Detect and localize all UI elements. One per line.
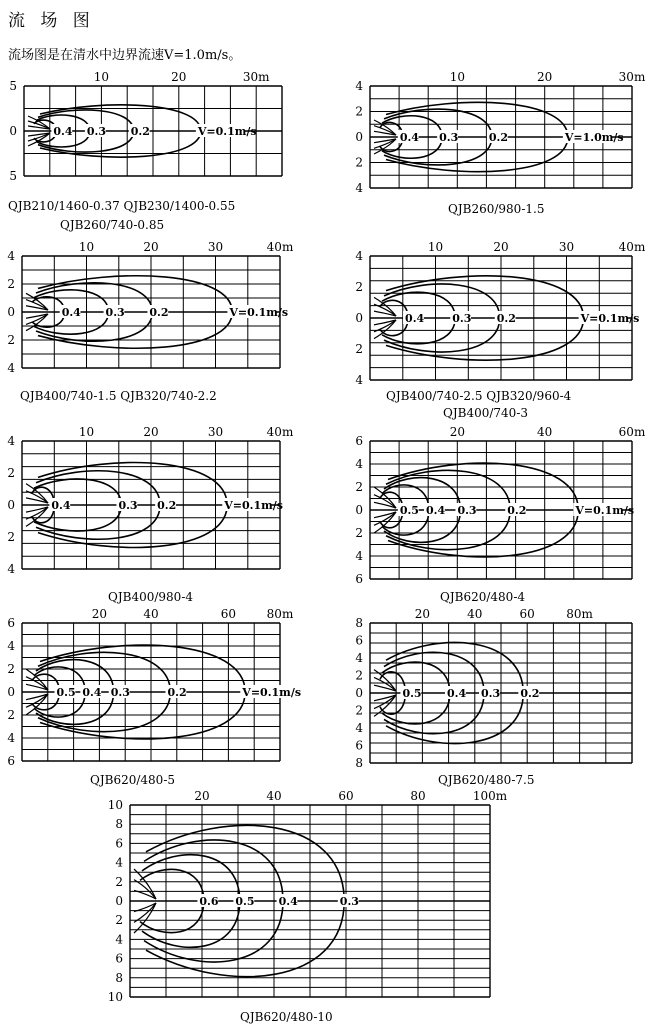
contour-label: 0.4 — [426, 504, 446, 517]
y-tick-label: 0 — [7, 498, 15, 512]
contour-label: 0.3 — [110, 686, 130, 699]
page-title: 流 场 图 — [8, 11, 95, 31]
y-tick-label: 4 — [355, 549, 363, 563]
model-caption: QJB400/980-4 — [108, 590, 194, 604]
flow-field-panel-3 — [7, 240, 294, 375]
y-tick-label: 2 — [355, 703, 363, 718]
x-tick-label: 10 — [449, 70, 465, 84]
x-tick-label: 20 — [194, 789, 210, 803]
y-tick-label: 2 — [7, 277, 15, 291]
y-tick-label: 6 — [355, 434, 363, 448]
flow-field-diagram — [355, 240, 646, 387]
y-tick-label: 6 — [355, 633, 363, 648]
y-tick-label: 4 — [355, 721, 363, 735]
x-tick-label: 60 — [519, 607, 535, 621]
flow-field-diagram — [9, 70, 282, 183]
x-tick-label: 10 — [427, 240, 444, 254]
y-tick-label: 10 — [107, 990, 123, 1004]
contour-label: 0.2 — [488, 131, 509, 144]
inlet-streamline — [134, 880, 156, 899]
x-tick-label: 60 — [338, 789, 354, 803]
y-tick-label: 2 — [355, 155, 363, 170]
x-tick-label: 20 — [143, 240, 159, 254]
x-tick-label: 30m — [242, 70, 270, 84]
x-tick-label: 10 — [93, 70, 110, 84]
x-tick-label: 60 — [220, 607, 237, 621]
y-tick-label: 4 — [355, 249, 363, 263]
x-tick-label: 30 — [558, 240, 575, 254]
inlet-streamline — [134, 903, 156, 922]
y-tick-label: 2 — [355, 104, 363, 119]
y-tick-label: 0 — [355, 686, 363, 700]
x-tick-label: 20 — [449, 425, 465, 439]
y-tick-label: 6 — [115, 951, 123, 966]
y-tick-label: 2 — [7, 662, 15, 676]
y-tick-label: 2 — [7, 333, 15, 347]
contour-label: 0.2 — [130, 125, 150, 138]
contour-label: 0.5 — [402, 687, 422, 700]
contour-label: 0.2 — [149, 306, 169, 319]
flow-field-diagram — [7, 425, 294, 576]
x-tick-label: 20 — [171, 70, 187, 84]
x-tick-label: 20 — [537, 70, 553, 84]
contour-label: 0.3 — [86, 125, 107, 138]
contour-label: 0.4 — [61, 306, 81, 319]
contour-label: 0.5 — [235, 895, 255, 908]
y-tick-label: 2 — [7, 530, 15, 544]
contour-label: V=0.1m/s — [575, 504, 635, 517]
y-tick-label: 4 — [7, 562, 15, 576]
contour-label: 0.3 — [452, 312, 472, 325]
y-tick-label: 0 — [9, 124, 17, 138]
y-tick-label: 4 — [7, 731, 15, 745]
x-tick-label: 40 — [467, 607, 483, 621]
y-tick-label: 4 — [355, 79, 363, 93]
contour-label: V=0.1m/s — [229, 306, 289, 319]
y-tick-label: 4 — [355, 651, 363, 665]
x-tick-label: 40m — [618, 240, 646, 254]
y-tick-label: 2 — [7, 708, 15, 722]
x-tick-label: 10 — [78, 240, 95, 254]
flow-field-diagram — [355, 425, 646, 586]
y-tick-label: 4 — [7, 249, 15, 263]
contour-label: 0.2 — [520, 687, 540, 700]
x-tick-label: 20 — [414, 607, 431, 621]
y-tick-label: 10 — [107, 798, 123, 812]
inlet-streamline — [26, 314, 48, 324]
y-tick-label: 0 — [355, 311, 363, 325]
y-tick-label: 4 — [7, 639, 15, 653]
inlet-streamline — [374, 677, 396, 691]
contour-label: 0.2 — [167, 686, 187, 699]
contour-label: V=0.1m/s — [242, 686, 302, 699]
x-tick-label: 40 — [266, 789, 282, 803]
x-tick-label: 40 — [537, 425, 553, 439]
x-tick-label: 20 — [493, 240, 509, 254]
x-tick-label: 10 — [78, 425, 95, 439]
y-tick-label: 4 — [355, 181, 363, 195]
contour-label: 0.3 — [481, 687, 501, 700]
flow-field-diagram — [355, 607, 632, 770]
contour-label: 0.4 — [53, 125, 73, 138]
model-caption: QJB620/480-7.5 — [438, 773, 535, 787]
inlet-streamline — [374, 495, 396, 508]
model-caption: QJB260/740-0.85 — [60, 218, 165, 232]
y-tick-label: 4 — [7, 434, 15, 448]
x-tick-label: 20 — [91, 607, 108, 621]
y-tick-label: 2 — [355, 480, 363, 494]
x-tick-label: 30 — [207, 240, 224, 254]
x-tick-label: 30m — [618, 70, 646, 84]
x-tick-label: 80m — [266, 607, 294, 621]
flow-field-panel-5 — [7, 425, 294, 576]
model-caption: QJB620/480-5 — [90, 773, 176, 787]
y-tick-label: 5 — [9, 79, 17, 93]
y-tick-label: 0 — [7, 685, 15, 699]
flow-field-panel-4 — [355, 240, 646, 387]
y-tick-label: 6 — [355, 572, 363, 586]
contour-label: 0.3 — [339, 895, 359, 908]
contour-label: 0.6 — [199, 895, 219, 908]
contour-label: 0.4 — [446, 687, 467, 700]
inlet-streamline — [26, 300, 48, 310]
x-tick-label: 30 — [207, 425, 224, 439]
contour-label: V=1.0m/s — [564, 131, 624, 144]
model-caption: QJB620/480-10 — [240, 1010, 333, 1024]
y-tick-label: 2 — [355, 280, 363, 294]
contour-label: 0.2 — [157, 499, 177, 512]
x-tick-label: 40m — [266, 425, 294, 439]
contour-label: 0.4 — [278, 895, 298, 908]
y-tick-label: 2 — [355, 668, 363, 683]
flow-field-panel-6 — [355, 425, 646, 586]
inlet-streamline — [26, 677, 48, 690]
contour-label: 0.3 — [105, 306, 125, 319]
contour-label: 0.3 — [457, 504, 477, 517]
y-tick-label: 2 — [355, 526, 363, 540]
y-tick-label: 4 — [115, 855, 123, 870]
x-tick-label: 40m — [266, 240, 294, 254]
inlet-streamline — [374, 695, 396, 709]
contour-label: 0.4 — [82, 686, 102, 699]
y-tick-label: 4 — [115, 932, 123, 947]
contour-label: 0.3 — [439, 131, 459, 144]
flow-field-diagram — [355, 70, 646, 195]
x-tick-label: 100m — [472, 789, 508, 803]
y-tick-label: 8 — [115, 817, 123, 832]
model-caption: QJB210/1460-0.37 QJB230/1400-0.55 — [8, 199, 236, 213]
flow-field-diagram — [7, 607, 302, 768]
y-tick-label: 2 — [355, 342, 363, 356]
y-tick-label: 5 — [9, 169, 17, 183]
contour-label: V=0.1m/s — [580, 312, 640, 325]
contour-label: V=0.1m/s — [197, 125, 257, 138]
model-caption: QJB400/740-2.5 QJB320/960-4 — [386, 389, 572, 403]
y-tick-label: 2 — [115, 874, 123, 889]
model-caption: QJB260/980-1.5 — [448, 202, 545, 216]
x-tick-label: 40 — [143, 607, 159, 621]
flow-field-panel-8 — [355, 607, 632, 770]
flow-field-panel-2 — [355, 70, 646, 195]
y-tick-label: 0 — [115, 894, 123, 908]
y-tick-label: 0 — [355, 503, 363, 517]
contour-label: 0.2 — [496, 312, 516, 325]
x-tick-label: 80 — [410, 789, 426, 803]
x-tick-label: 60m — [618, 425, 646, 439]
y-tick-label: 8 — [355, 616, 363, 630]
y-tick-label: 6 — [7, 754, 15, 768]
y-tick-label: 2 — [115, 913, 123, 928]
y-tick-label: 2 — [7, 466, 15, 480]
flow-field-panel-7 — [7, 607, 302, 768]
contour-label: 0.2 — [507, 504, 527, 517]
y-tick-label: 4 — [7, 361, 15, 375]
x-tick-label: 80m — [566, 607, 593, 621]
contour-label: 0.4 — [405, 312, 425, 325]
flow-field-panel-9 — [107, 789, 508, 1004]
model-caption: QJB620/480-4 — [440, 590, 526, 604]
contour-label: 0.5 — [56, 686, 76, 699]
contour-label: V=0.1m/s — [224, 499, 283, 512]
flow-field-diagram — [107, 789, 508, 1004]
inlet-streamline — [374, 512, 396, 525]
y-tick-label: 6 — [355, 738, 363, 753]
y-tick-label: 4 — [355, 373, 363, 387]
flow-field-panel-1 — [9, 70, 282, 183]
model-caption: QJB400/740-3 — [443, 406, 529, 420]
y-tick-label: 8 — [355, 756, 363, 770]
y-tick-label: 0 — [7, 305, 15, 319]
y-tick-label: 6 — [7, 616, 15, 630]
inlet-streamline — [26, 694, 48, 707]
y-tick-label: 0 — [355, 130, 363, 144]
contour-label: 0.4 — [399, 131, 419, 144]
contour-label: 0.3 — [118, 499, 138, 512]
flow-field-diagram — [7, 240, 294, 375]
flow-note: 流场图是在清水中边界流速V=1.0m/s。 — [8, 48, 242, 63]
y-tick-label: 6 — [115, 836, 123, 851]
contour-label: 0.5 — [399, 504, 419, 517]
y-tick-label: 4 — [355, 457, 363, 471]
x-tick-label: 20 — [143, 425, 159, 439]
model-caption: QJB400/740-1.5 QJB320/740-2.2 — [20, 389, 217, 403]
contour-label: 0.4 — [51, 499, 71, 512]
y-tick-label: 8 — [115, 970, 123, 985]
